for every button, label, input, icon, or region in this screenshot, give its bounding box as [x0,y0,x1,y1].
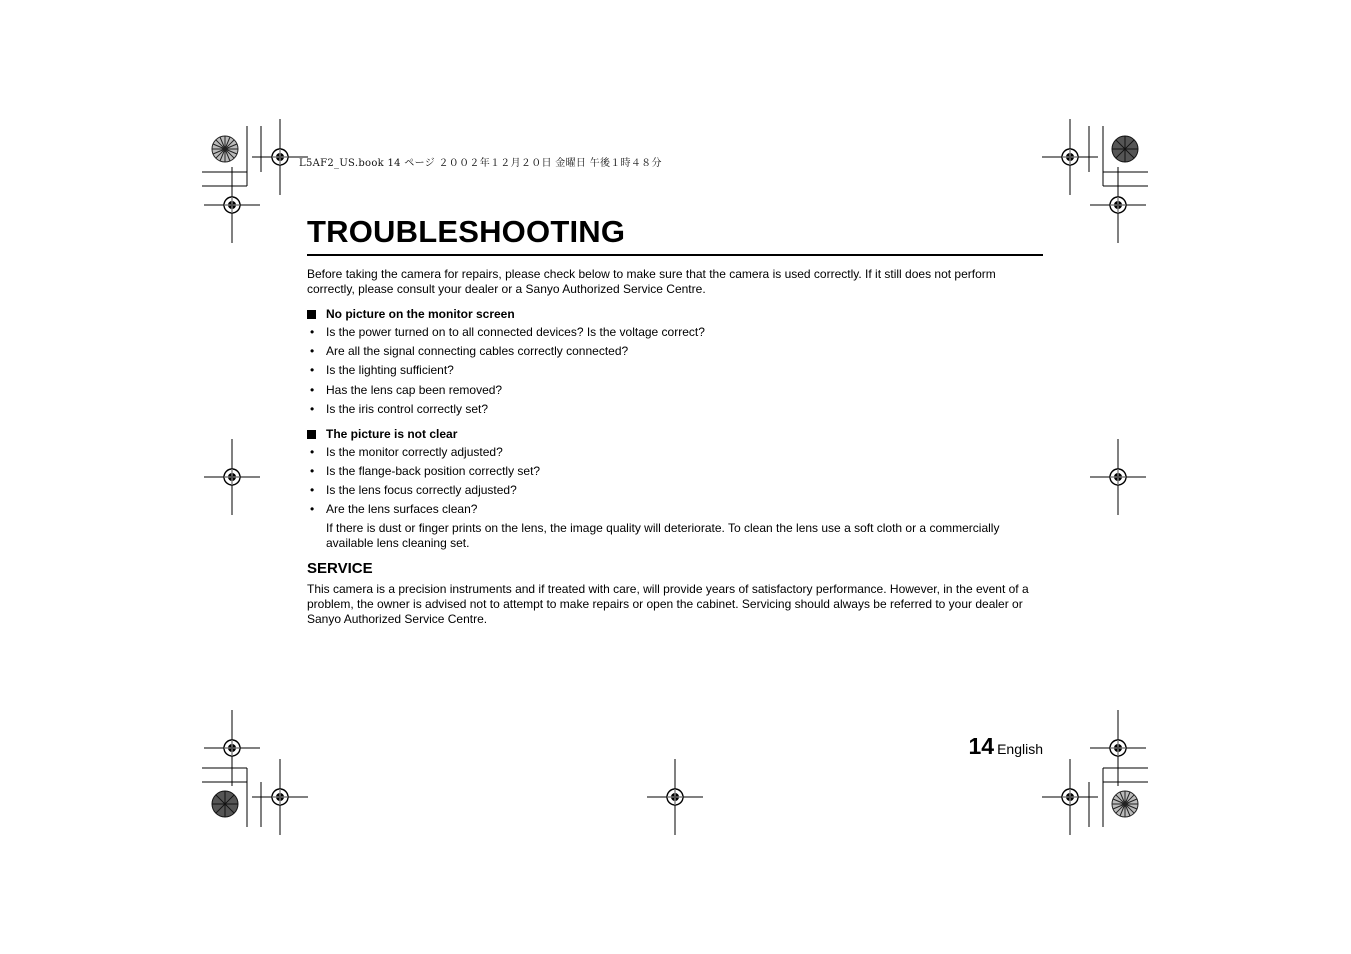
service-heading: SERVICE [307,560,373,578]
list-item: • Is the lens focus correctly adjusted? [310,483,517,498]
square-bullet-icon [307,310,316,319]
language-label: English [997,741,1043,757]
page-title: TROUBLESHOOTING [307,214,626,249]
list-item: • Is the monitor correctly adjusted? [310,444,503,459]
list-item: • Is the power turned on to all connected devices? Is the voltage correct? [310,325,705,339]
list-item: • Are all the signal connecting cables correctly connected? [310,344,629,359]
bullet-icon: • [310,483,315,498]
page-footer [968,733,1043,760]
list-item: • Is the iris control correctly set? [310,401,489,416]
lens-cleaning-note: If there is dust or finger prints on the lens, the image quality will deteriorate. To clean the lens use a soft cloth or a commercially available lens cleaning set. [326,521,1000,551]
service-paragraph: This camera is a precision instruments and if treated with care, will provide years of satisfactory performance. However, in the event of a problem, the owner is advised not to attempt to make repairs or open the cabinet. Servicing should always be referred to your dealer or Sanyo Authorized Service Centre. [307,582,1029,627]
checklist [307,445,1043,552]
list-item: • Has the lens cap been removed? [310,382,503,397]
bullet-icon: • [310,325,315,339]
checklist [307,325,1043,417]
bullet-icon: • [310,382,315,397]
bullet-icon: • [310,401,315,416]
section-no-picture [307,307,1043,417]
bullet-icon: • [310,502,315,517]
page-content [307,212,1043,627]
page-number: 14 [968,733,995,759]
section-heading [307,427,1043,442]
bullet-icon: • [310,444,315,459]
section-not-clear [307,427,1043,552]
section-heading [307,307,1043,322]
intro-paragraph: Before taking the camera for repairs, please check below to make sure that the camera is used correctly. If it still does not perform correctly, please consult your dealer or a Sanyo Authorized Service Centre. [307,267,996,296]
list-item: • Is the lighting sufficient? [310,363,454,378]
section-heading-text: The picture is not clear [326,426,458,441]
list-item: • Is the flange-back position correctly set? [310,463,541,478]
bullet-icon: • [310,344,315,359]
bullet-icon: • [310,363,315,378]
list-item: • Are the lens surfaces clean? If there is dust or finger prints on the lens, the image quality will deteriorate. To clean the lens use a soft cloth or a commercially available lens cleaning set. [307,502,1043,551]
print-info-header: L5AF2_US.book 14 ページ ２００２年１２月２０日 金曜日 午後１時４８分 [299,158,662,169]
section-heading-text: No picture on the monitor screen [326,307,515,321]
square-bullet-icon [307,430,316,439]
bullet-icon: • [310,463,315,478]
title-rule [307,254,1043,256]
